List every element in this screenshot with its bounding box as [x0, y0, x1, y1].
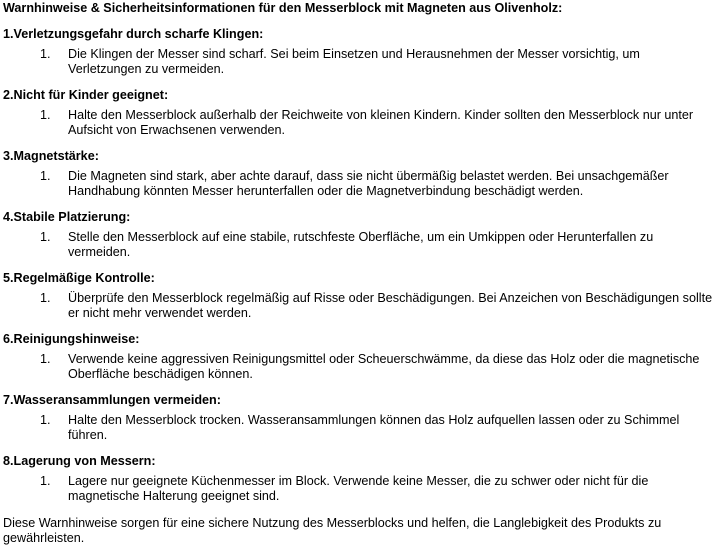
list-item-number: 1. — [40, 413, 51, 427]
list-item-number: 1. — [40, 230, 51, 244]
list-item-text: Überprüfe den Messerblock regelmäßig auf Risse oder Beschädigungen. Bei Anzeichen von Beschädigungen sollte er nicht mehr verwendet werden. — [68, 291, 713, 320]
section-heading: 3.Magnetstärke: — [3, 149, 99, 163]
section-6 — [3, 332, 718, 382]
list-item — [3, 108, 718, 138]
list-item-number: 1. — [40, 352, 51, 366]
section-heading: 6.Reinigungshinweise: — [3, 332, 140, 346]
list-item-number: 1. — [40, 291, 51, 305]
section-heading: 4.Stabile Platzierung: — [3, 210, 131, 224]
section-4 — [3, 210, 718, 260]
list-item — [3, 413, 718, 443]
section-heading: 1.Verletzungsgefahr durch scharfe Klingen: — [3, 27, 264, 41]
section-1 — [3, 27, 718, 77]
list-item — [3, 474, 718, 504]
closing-note: Diese Warnhinweise sorgen für eine sichere Nutzung des Messerblocks und helfen, die Langlebigkeit des Produkts zu gewährleisten. — [3, 516, 662, 545]
section-heading: 2.Nicht für Kinder geeignet: — [3, 88, 169, 102]
document — [3, 0, 718, 546]
list-item — [3, 169, 718, 199]
list-item-text: Stelle den Messerblock auf eine stabile, rutschfeste Oberfläche, um ein Umkippen oder Herunterfallen zu vermeiden. — [68, 230, 654, 259]
list-item-number: 1. — [40, 169, 51, 183]
list-item — [3, 230, 718, 260]
list-item-text: Lagere nur geeignete Küchenmesser im Block. Verwende keine Messer, die zu schwer oder nicht für die magnetische Halterung geeignet sind. — [68, 474, 649, 503]
list-item — [3, 291, 718, 321]
section-heading: 5.Regelmäßige Kontrolle: — [3, 271, 155, 285]
section-heading: 7.Wasseransammlungen vermeiden: — [3, 393, 221, 407]
document-title: Warnhinweise & Sicherheitsinformationen für den Messerblock mit Magneten aus Olivenholz: — [3, 1, 563, 15]
list-item — [3, 47, 718, 77]
section-2 — [3, 88, 718, 138]
list-item-text: Die Klingen der Messer sind scharf. Sei beim Einsetzen und Herausnehmen der Messer vorsichtig, um Verletzungen zu vermeiden. — [68, 47, 640, 76]
list-item-text: Verwende keine aggressiven Reinigungsmittel oder Scheuerschwämme, da diese das Holz oder die magnetische Oberfläche beschädigen können. — [68, 352, 700, 381]
section-3 — [3, 149, 718, 199]
section-8 — [3, 454, 718, 504]
list-item — [3, 352, 718, 382]
section-5 — [3, 271, 718, 321]
list-item-text: Halte den Messerblock trocken. Wasseransammlungen können das Holz aufquellen lassen oder zu Schimmel führen. — [68, 413, 680, 442]
list-item-number: 1. — [40, 474, 51, 488]
list-item-text: Die Magneten sind stark, aber achte darauf, dass sie nicht übermäßig belastet werden. Bei unsachgemäßer Handhabung könnten Messer herunterfallen oder die Magnetverbindung beschädigt werden. — [68, 169, 669, 198]
section-heading: 8.Lagerung von Messern: — [3, 454, 156, 468]
list-item-text: Halte den Messerblock außerhalb der Reichweite von kleinen Kindern. Kinder sollten den Messerblock nur unter Aufsicht von Erwachsenen verwenden. — [68, 108, 694, 137]
list-item-number: 1. — [40, 47, 51, 61]
list-item-number: 1. — [40, 108, 51, 122]
section-7 — [3, 393, 718, 443]
